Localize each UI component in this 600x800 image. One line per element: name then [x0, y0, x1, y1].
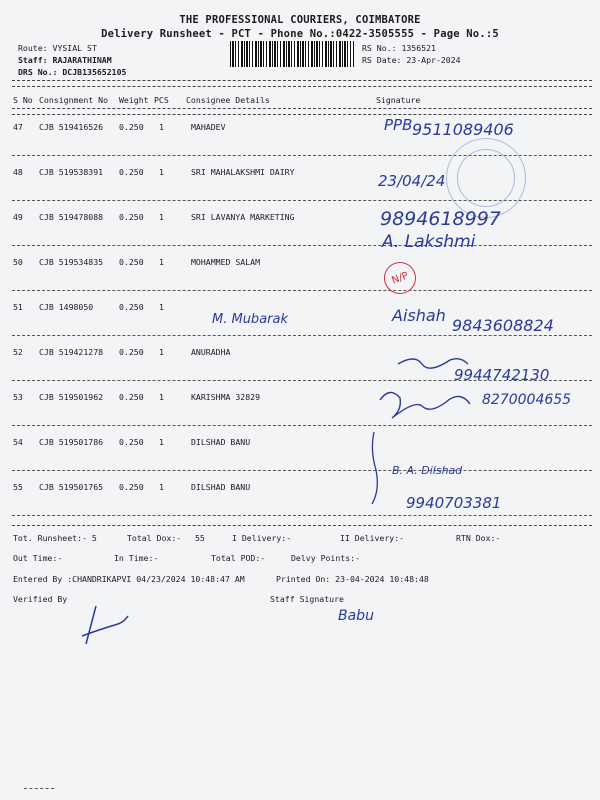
rtn-dox: RTN Dox:-: [456, 533, 501, 543]
barcode: [230, 41, 354, 67]
tot-runsheet: Tot. Runsheet:- 5: [13, 533, 97, 543]
i-delivery: I Delivery:-: [232, 533, 292, 543]
row-sno: 51: [13, 302, 23, 312]
total-pod: Total POD:-: [211, 553, 266, 563]
row-sno: 52: [13, 347, 23, 357]
drs-value: DCJB135652105: [62, 67, 127, 77]
col-signature: Signature: [376, 95, 421, 105]
col-consignment: Consignment No: [39, 95, 109, 105]
row-consignment: CJB 519478088: [39, 212, 104, 222]
row-consignee: DILSHAD BANU: [191, 437, 251, 447]
drs-label: DRS No.:: [18, 67, 58, 77]
row-pcs: 1: [159, 122, 164, 132]
total-dox-value: 55: [195, 533, 205, 543]
col-weight: Weight: [119, 95, 149, 105]
handwritten-phone: 9843608824: [452, 316, 554, 335]
delvy-points: Delvy Points:-: [291, 553, 361, 563]
drs-row: [18, 67, 126, 77]
rs-date-value: 23-Apr-2024: [406, 55, 461, 65]
route-row: [18, 43, 97, 53]
verifier-mark: [78, 600, 138, 650]
row-weight: 0.250: [119, 482, 144, 492]
row-consignee: MOHAMMED SALAM: [191, 257, 261, 267]
row-consignment: CJB 519501962: [39, 392, 104, 402]
row-divider: [12, 245, 592, 246]
col-sno: S No: [13, 95, 33, 105]
company-seal: [446, 138, 526, 218]
row-weight: 0.250: [119, 347, 144, 357]
handwritten-name: M. Mubarak: [212, 312, 288, 327]
row-pcs: 1: [159, 167, 164, 177]
row-pcs: 1: [159, 482, 164, 492]
row-sno: 55: [13, 482, 23, 492]
printed-on: Printed On: 23-04-2024 10:48:48: [276, 574, 429, 584]
col-consignee: Consignee Details: [186, 95, 270, 105]
route-value: VYSIAL ST: [52, 43, 97, 53]
row-pcs: 1: [159, 437, 164, 447]
row-consignee: SRI LAVANYA MARKETING: [191, 212, 295, 222]
verified-by: Verified By: [13, 594, 68, 604]
row-pcs: 1: [159, 302, 164, 312]
np-stamp: N/P: [379, 257, 420, 298]
handwritten-signature: Aishah: [392, 306, 446, 325]
staff-signature-label: Staff Signature: [270, 594, 344, 604]
in-time: In Time:-: [114, 553, 159, 563]
company-title: THE PROFESSIONAL COURIERS, COIMBATORE: [179, 14, 421, 26]
row-sno: 48: [13, 167, 23, 177]
route-label: Route:: [18, 43, 48, 53]
divider: [12, 108, 592, 109]
row-divider: [12, 335, 592, 336]
divider: [12, 80, 592, 81]
divider: [12, 86, 592, 87]
row-pcs: 1: [159, 392, 164, 402]
signature-strokes: [360, 340, 600, 520]
row-sno: 54: [13, 437, 23, 447]
row-consignment: CJB 519416526: [39, 122, 104, 132]
row-pcs: 1: [159, 212, 164, 222]
handwritten-phone: 8270004655: [482, 392, 572, 408]
row-sno: 53: [13, 392, 23, 402]
handwritten-phone: 9511089406: [412, 120, 514, 139]
row-consignee: DILSHAD BANU: [191, 482, 251, 492]
row-consignment: CJB 519501786: [39, 437, 104, 447]
total-dox-label: Total Dox:-: [127, 533, 182, 543]
rs-no-label: RS No.:: [362, 43, 397, 53]
row-sno: 49: [13, 212, 23, 222]
entered-by: Entered By :CHANDRIKAPVI 04/23/2024 10:48:47 AM: [13, 574, 245, 584]
handwritten-signature: A. Lakshmi: [382, 232, 476, 252]
col-pcs: PCS: [154, 95, 169, 105]
row-consignment: CJB 519421278: [39, 347, 104, 357]
row-weight: 0.250: [119, 167, 144, 177]
row-sno: 50: [13, 257, 23, 267]
row-weight: 0.250: [119, 302, 144, 312]
out-time: Out Time:-: [13, 553, 63, 563]
rs-no-row: [362, 43, 436, 53]
runsheet-subtitle: Delivery Runsheet - PCT - Phone No.:0422-3505555 - Page No.:5: [101, 28, 499, 40]
divider: [12, 114, 592, 115]
row-weight: 0.250: [119, 257, 144, 267]
staff-value: RAJARATHINAM: [52, 55, 112, 65]
row-consignee: SRI MAHALAKSHMI DAIRY: [191, 167, 295, 177]
row-weight: 0.250: [119, 212, 144, 222]
rs-date-row: [362, 55, 461, 65]
row-consignment: CJB 519501765: [39, 482, 104, 492]
rs-date-label: RS Date:: [362, 55, 402, 65]
row-pcs: 1: [159, 257, 164, 267]
row-consignee: ANURADHA: [191, 347, 231, 357]
row-weight: 0.250: [119, 392, 144, 402]
row-weight: 0.250: [119, 437, 144, 447]
handwritten-date: 23/04/24: [378, 172, 446, 190]
handwritten-phone: 9940703381: [406, 494, 502, 512]
row-consignment: CJB 519538391: [39, 167, 104, 177]
handwritten-phone: 9944742130: [454, 366, 550, 384]
handwritten-initials: PPB: [384, 116, 413, 134]
row-divider: [12, 290, 592, 291]
handwritten-name: B. A. Dilshad: [392, 464, 463, 477]
row-consignment: CJB 519534835: [39, 257, 104, 267]
ii-delivery: II Delivery:-: [340, 533, 405, 543]
page-edge-mark: [24, 788, 54, 790]
row-weight: 0.250: [119, 122, 144, 132]
staff-signature: Babu: [338, 608, 374, 624]
rs-no-value: 1356521: [401, 43, 436, 53]
row-consignee: KARISHMA 32829: [191, 392, 261, 402]
handwritten-phone: 9894618997: [380, 208, 501, 230]
row-consignment: CJB 1498050: [39, 302, 94, 312]
row-pcs: 1: [159, 347, 164, 357]
staff-row: [18, 55, 112, 65]
divider: [12, 525, 592, 526]
staff-label: Staff:: [18, 55, 48, 65]
row-sno: 47: [13, 122, 23, 132]
row-consignee: MAHADEV: [191, 122, 226, 132]
